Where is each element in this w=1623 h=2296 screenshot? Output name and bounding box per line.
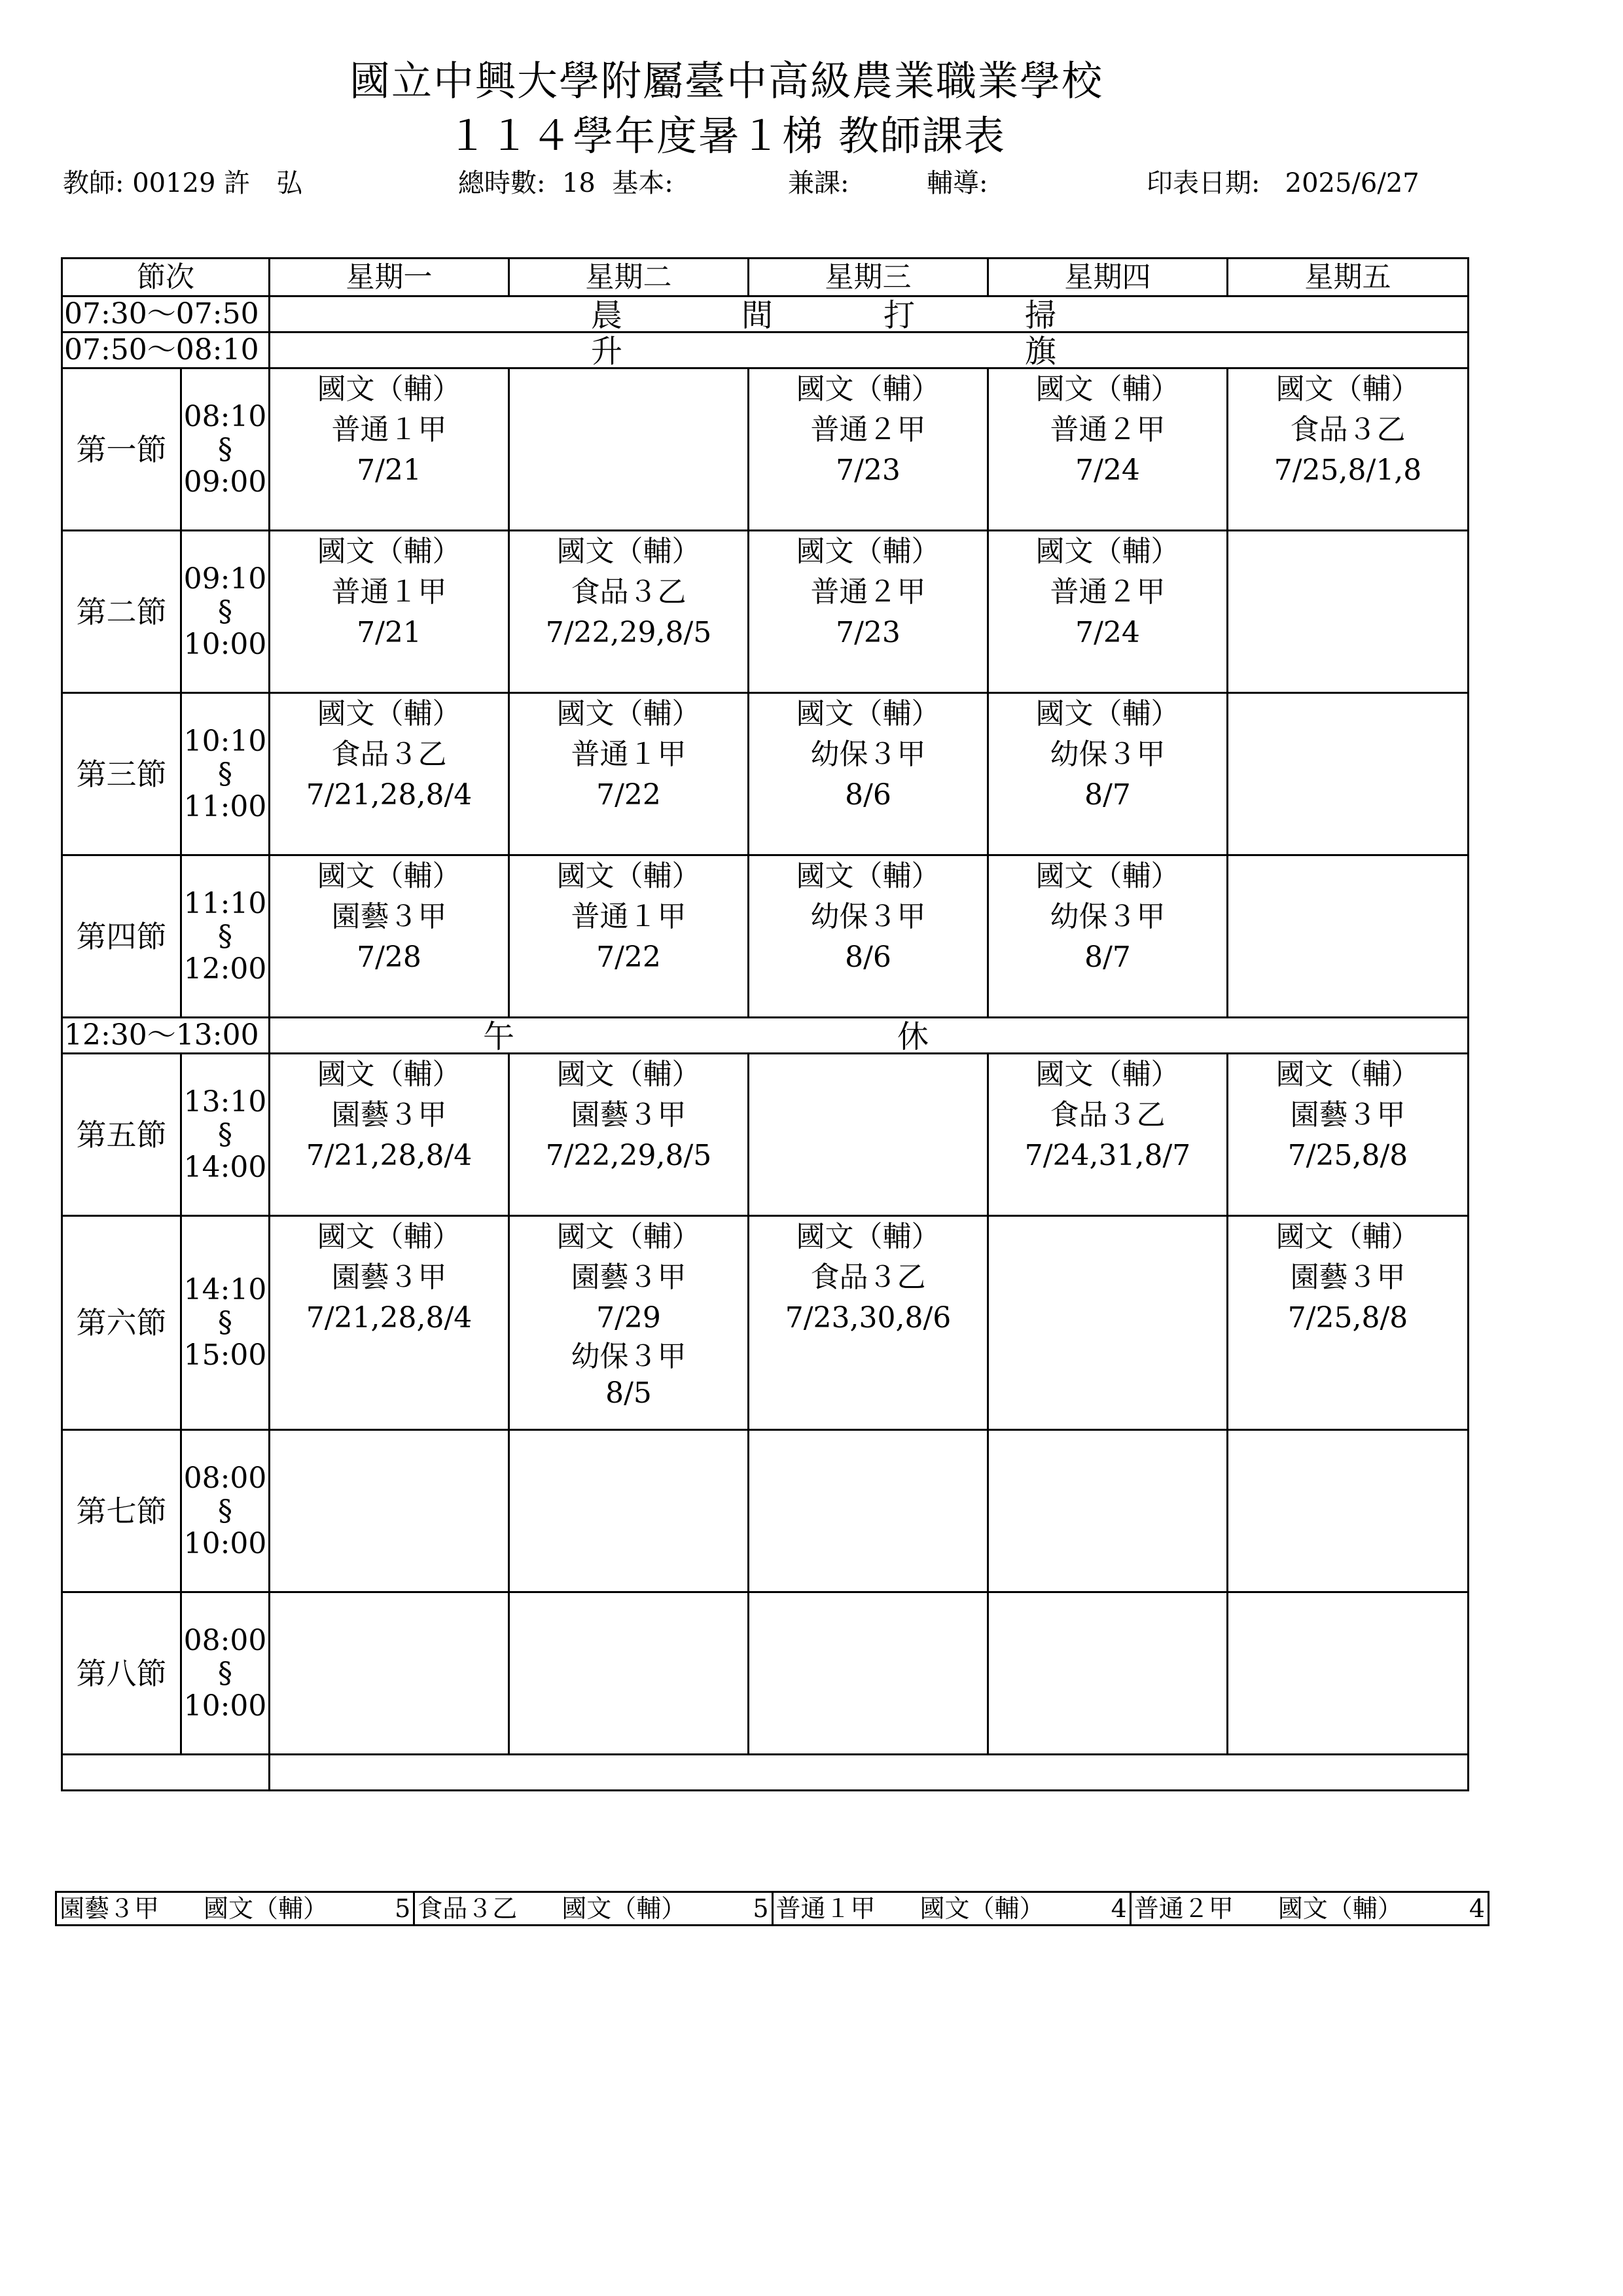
class-cell [1228,1592,1469,1755]
class-cell [270,1592,509,1755]
class-cell [509,1054,749,1216]
summary-hours: 4 [1111,1894,1127,1923]
class-cell-line: 7/21,28,8/4 [306,778,473,812]
class-cell [509,368,749,531]
summary-class: 食品３乙 [418,1894,518,1923]
flag-raising-char: 旗 [1025,333,1057,368]
total-hours: 總時數: 18 基本: [458,168,673,198]
period-end: 11:00 [183,789,267,823]
class-cell-line: 7/21 [357,454,421,487]
timetable [61,257,1469,1791]
header-row [62,259,1469,296]
morning-cleaning-row [62,296,1469,332]
class-cell-line: 國文（輔） [1035,859,1180,893]
class-cell-line: 園藝３甲 [571,1098,687,1132]
class-cell-line: 國文（輔） [1035,1058,1180,1091]
class-cell [1228,531,1469,693]
class-cell-line: 國文（輔） [556,535,701,568]
class-cell [509,531,749,693]
morning-cleaning-char: 晨 [591,297,623,332]
summary-hours: 5 [753,1894,769,1923]
morning-cleaning-char: 掃 [1025,297,1057,332]
class-cell-line: 幼保３甲 [1050,738,1166,771]
class-cell-line: 8/7 [1084,778,1131,812]
period-header: 節次 [62,259,270,296]
class-cell-line: 國文（輔） [317,1058,461,1091]
lunch-break-row [62,1018,1469,1054]
class-cell-line: 國文（輔） [556,859,701,893]
class-cell-line: 7/24 [1075,454,1140,487]
class-cell-line: 7/23,30,8/6 [785,1301,952,1335]
period-end: 15:00 [183,1338,267,1372]
teacher-info: 教師: 00129 許 弘 [63,168,303,198]
class-cell [1228,368,1469,531]
summary-hours: 4 [1469,1894,1485,1923]
period-row [62,368,1469,531]
lunch-break-char: 休 [897,1018,929,1054]
period-row [62,1592,1469,1755]
period-end: 10:00 [183,627,267,661]
period-name: 第一節 [62,368,181,531]
period-time [181,368,270,531]
period-end: 14:00 [183,1150,267,1184]
class-cell-line: 國文（輔） [317,1220,461,1253]
period-name: 第五節 [62,1054,181,1216]
class-cell [988,531,1228,693]
summary-class: 園藝３甲 [60,1894,160,1923]
period-start: 14:10 [183,1273,267,1306]
class-cell [509,855,749,1018]
morning-cleaning-char: 間 [741,297,774,332]
class-cell-line: 7/22 [596,941,661,974]
class-cell-line: 食品３乙 [331,738,447,771]
class-cell-line: 食品３乙 [810,1261,926,1294]
period-start: 11:10 [183,886,267,920]
period-start: 08:10 [183,399,267,433]
period-sep: § [218,1117,232,1151]
period-time [181,1216,270,1430]
period-row [62,531,1469,693]
period-sep: § [218,594,232,628]
flag-raising-time: 07:50～08:10 [62,332,270,368]
class-cell-line: 8/7 [1084,941,1131,974]
class-cell-line: 園藝３甲 [571,1261,687,1294]
period-name: 第七節 [62,1430,181,1592]
class-cell-line: 國文（輔） [796,859,940,893]
period-row [62,1216,1469,1430]
class-cell [749,1592,988,1755]
class-cell [988,1592,1228,1755]
morning-cleaning-chars [270,298,1467,331]
summary-subject: 國文（輔） [562,1894,687,1923]
class-cell-line: 普通２甲 [810,575,926,609]
class-cell-line: 國文（輔） [1275,1220,1420,1253]
class-cell-line: 國文（輔） [1035,535,1180,568]
summary-class: 普通１甲 [776,1894,876,1923]
schedule-title: １１４學年度暑１梯 教師課表 [447,112,1006,160]
period-end: 09:00 [183,465,267,499]
class-cell-line: 7/22 [596,778,661,812]
class-cell-line: 園藝３甲 [331,1098,447,1132]
class-cell-line: 國文（輔） [556,1220,701,1253]
period-time [181,531,270,693]
class-cell-line: 國文（輔） [1275,1058,1420,1091]
lunch-break-char: 午 [483,1018,515,1054]
class-cell-line: 7/21,28,8/4 [306,1301,473,1335]
period-name: 第四節 [62,855,181,1018]
lunch-break-time: 12:30～13:00 [62,1018,270,1054]
class-cell-line: 園藝３甲 [1290,1261,1406,1294]
class-cell-line: 7/25,8/8 [1287,1301,1408,1335]
class-cell-line: 幼保３甲 [1050,900,1166,933]
class-cell-line: 7/22,29,8/5 [545,616,712,649]
period-start: 08:00 [183,1623,267,1657]
class-cell-line: 7/24 [1075,616,1140,649]
period-start: 10:10 [183,724,267,758]
period-sep: § [218,1656,232,1690]
class-cell-line: 國文（輔） [556,1058,701,1091]
class-cell [749,855,988,1018]
period-name: 第八節 [62,1592,181,1755]
class-cell-line: 食品３乙 [571,575,687,609]
summary-subject: 國文（輔） [204,1894,329,1923]
class-cell [988,855,1228,1018]
concurrent-label: 兼課: [788,168,849,198]
summary-item [1130,1892,1488,1926]
class-cell-line: 7/22,29,8/5 [545,1139,712,1172]
day-header-1: 星期一 [270,259,509,296]
class-cell-line: 7/25,8/8 [1287,1139,1408,1172]
class-cell-line: 普通２甲 [810,413,926,446]
class-cell-line: 國文（輔） [317,372,461,406]
class-cell [749,1430,988,1592]
period-sep: § [218,1494,232,1528]
period-name: 第三節 [62,693,181,855]
class-cell-line: 園藝３甲 [1290,1098,1406,1132]
period-start: 09:10 [183,562,267,596]
class-cell-line: 國文（輔） [1035,372,1180,406]
class-cell [509,1592,749,1755]
period-sep: § [218,1306,232,1339]
class-cell [509,693,749,855]
class-cell-line: 國文（輔） [317,535,461,568]
day-header-5: 星期五 [1228,259,1469,296]
period-time [181,1054,270,1216]
class-cell-line: 幼保３甲 [810,900,926,933]
footer-right [270,1755,1469,1791]
flag-raising-row [62,332,1469,368]
print-date: 印表日期: 2025/6/27 [1147,168,1419,198]
period-row [62,1054,1469,1216]
lunch-break-label [270,1018,1469,1054]
period-row [62,693,1469,855]
class-cell-line: 食品３乙 [1290,413,1406,446]
class-cell-line: 普通１甲 [571,900,687,933]
lunch-break-chars [270,1019,1467,1052]
class-cell [988,1430,1228,1592]
period-sep: § [218,919,232,953]
morning-cleaning-label [270,296,1469,332]
class-cell-line: 7/23 [836,616,901,649]
class-cell-line: 7/21 [357,616,421,649]
class-summary [55,1891,1489,1926]
class-cell-line: 7/28 [357,941,421,974]
period-row [62,855,1469,1018]
class-cell-line: 7/23 [836,454,901,487]
class-cell-line: 國文（輔） [796,1220,940,1253]
period-time [181,1430,270,1592]
class-cell [270,368,509,531]
class-cell [988,1054,1228,1216]
class-cell-line: 7/24,31,8/7 [1024,1139,1191,1172]
class-cell-line: 國文（輔） [1035,697,1180,730]
class-cell-line: 食品３乙 [1050,1098,1166,1132]
class-cell [1228,855,1469,1018]
period-start: 08:00 [183,1461,267,1495]
flag-raising-char: 升 [591,333,623,368]
summary-subject: 國文（輔） [919,1894,1044,1923]
class-cell-line: 國文（輔） [796,535,940,568]
class-cell-line: 普通１甲 [331,575,447,609]
flag-raising-chars [270,334,1467,367]
class-cell [749,693,988,855]
summary-class: 普通２甲 [1133,1894,1234,1923]
period-time [181,693,270,855]
class-cell [509,1430,749,1592]
class-cell-line: 園藝３甲 [331,900,447,933]
class-cell-line: 國文（輔） [317,697,461,730]
class-cell-line: 幼保３甲 [571,1340,687,1373]
flag-raising-label [270,332,1469,368]
class-cell-line: 8/5 [605,1376,652,1410]
class-cell [749,531,988,693]
class-cell [270,1430,509,1592]
class-cell [988,1216,1228,1430]
class-cell-line: 國文（輔） [796,697,940,730]
class-cell [270,855,509,1018]
class-cell-line: 7/21,28,8/4 [306,1139,473,1172]
class-cell [270,693,509,855]
period-name: 第六節 [62,1216,181,1430]
footer-row [62,1755,1469,1791]
class-cell [749,368,988,531]
summary-hours: 5 [395,1894,411,1923]
school-name: 國立中興大學附屬臺中高級農業職業學校 [349,57,1103,105]
class-cell [988,693,1228,855]
class-cell-line: 8/6 [845,778,891,812]
period-row [62,1430,1469,1592]
period-sep: § [218,757,232,791]
class-cell [1228,1054,1469,1216]
class-cell-line: 普通２甲 [1050,413,1166,446]
class-cell-line: 幼保３甲 [810,738,926,771]
class-cell-line: 普通１甲 [331,413,447,446]
summary-subject: 國文（輔） [1277,1894,1402,1923]
class-cell [988,368,1228,531]
morning-cleaning-time: 07:30～07:50 [62,296,270,332]
class-cell-line: 國文（輔） [556,697,701,730]
counseling-label: 輔導: [927,168,988,198]
class-cell-line: 國文（輔） [317,859,461,893]
summary-item [414,1892,772,1926]
period-end: 10:00 [183,1526,267,1560]
class-cell [270,531,509,693]
class-cell-line: 普通１甲 [571,738,687,771]
day-header-4: 星期四 [988,259,1228,296]
period-end: 10:00 [183,1689,267,1723]
class-cell [270,1216,509,1430]
period-sep: § [218,432,232,466]
day-header-2: 星期二 [509,259,749,296]
class-cell-line: 園藝３甲 [331,1261,447,1294]
class-cell [1228,1216,1469,1430]
class-cell-line: 普通２甲 [1050,575,1166,609]
summary-item [772,1892,1130,1926]
class-cell [270,1054,509,1216]
period-time [181,1592,270,1755]
footer-left [62,1755,270,1791]
day-header-3: 星期三 [749,259,988,296]
class-cell-line: 國文（輔） [1275,372,1420,406]
class-cell [1228,1430,1469,1592]
summary-item [56,1892,414,1926]
period-start: 13:10 [183,1085,267,1119]
class-cell [749,1054,988,1216]
morning-cleaning-char: 打 [883,297,916,332]
class-cell [1228,693,1469,855]
period-time [181,855,270,1018]
period-name: 第二節 [62,531,181,693]
class-cell-line: 國文（輔） [796,372,940,406]
class-cell-line: 7/29 [596,1301,661,1335]
period-end: 12:00 [183,952,267,986]
class-cell [749,1216,988,1430]
class-cell-line: 7/25,8/1,8 [1274,454,1422,487]
class-cell-line: 8/6 [845,941,891,974]
class-cell [509,1216,749,1430]
